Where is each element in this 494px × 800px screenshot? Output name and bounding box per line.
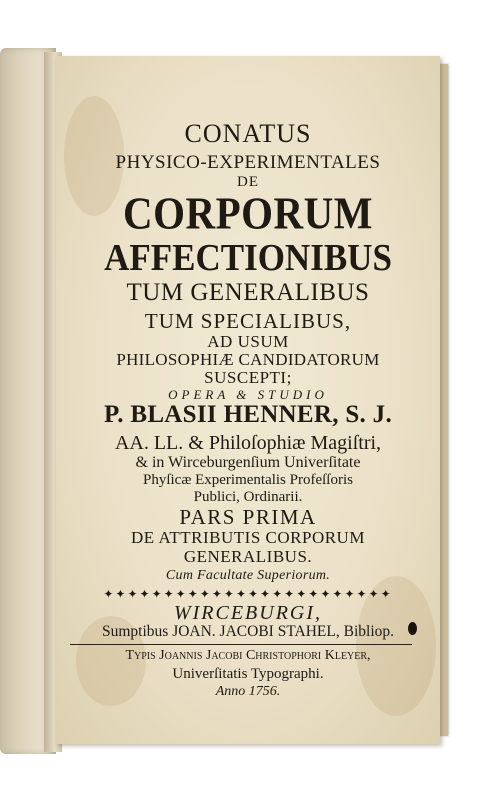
author-title-line-1: AA. LL. & Philoſophiæ Magiſtri, xyxy=(114,432,382,454)
imprint-publisher: Sumptibus JOAN. JACOBI STAHEL, Bibliop. xyxy=(102,623,394,640)
title-line-suscepti: SUSCEPTI; xyxy=(204,368,292,387)
ornament-divider: ✦✦✦✦✦✦✦✦✦✦✦✦✦✦✦✦✦✦✦✦✦✦✦✦ xyxy=(103,587,393,601)
imprint-printer-title: Univerſitatis Typographi. xyxy=(172,666,324,682)
title-page-text xyxy=(56,56,440,744)
author-title-line-2: & in Wirceburgenſium Univerſitate xyxy=(135,454,361,471)
title-line-corporum: CORPORUM xyxy=(123,187,373,239)
pars-prima: PARS PRIMA xyxy=(179,505,317,529)
imprint-place: WIRCEBURGI, xyxy=(173,602,323,624)
cum-facultate-line: Cum Facultate Superiorum. xyxy=(165,568,331,583)
title-line-tum-generalibus: TUM GENERALIBUS xyxy=(126,279,370,306)
title-line-de: DE xyxy=(237,174,259,190)
title-line-physico: PHYSICO-EXPERIMENTALES xyxy=(115,152,381,173)
subtitle-line-2: GENERALIBUS. xyxy=(183,547,313,566)
imprint-rule xyxy=(70,644,412,645)
author-name: P. BLASII HENNER, S. J. xyxy=(103,401,392,428)
opera-studio-line: OPERA & STUDIO xyxy=(168,387,328,402)
imprint-printer: Typis Joannis Jacobi Christophori Kleyer, xyxy=(125,648,371,663)
ink-blot xyxy=(408,622,417,635)
author-title-line-3: Phyſicæ Experimentalis Profeſſoris xyxy=(143,472,353,488)
imprint-year: Anno 1756. xyxy=(215,684,281,699)
title-line-ad-usum: AD USUM xyxy=(207,332,289,351)
title-line-tum-specialibus: TUM SPECIALIBUS, xyxy=(144,309,352,333)
title-line-affectionibus: AFFECTIONIBUS xyxy=(104,236,392,279)
subtitle-line-1: DE ATTRIBUTIS CORPORUM xyxy=(131,528,365,547)
author-title-line-4: Publici, Ordinarii. xyxy=(193,489,303,505)
title-line-conatus: CONATUS xyxy=(184,119,312,148)
title-line-philosophiae: PHILOSOPHIÆ CANDIDATORUM xyxy=(116,350,380,369)
